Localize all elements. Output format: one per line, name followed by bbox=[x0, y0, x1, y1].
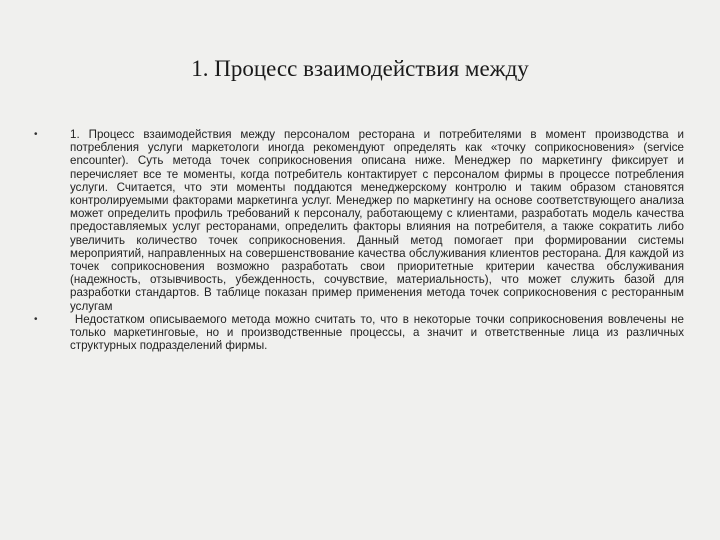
bullet-text: 1. Процесс взаимодействия между персоналом ресторана и потребителями в момент производства и потребления услуги маркетологи иногда рекомендуют определять как «точку соприкосновения» (service encounter). Суть метода точек соприкосновения описана ниже. Менеджер по маркетингу фиксирует и перечисляет все те моменты, когда потребитель контактирует с персоналом фирмы в процессе потребления услуги. Считается, что эти моменты поддаются менеджерскому контролю и таким образом становятся контролируемыми факторами маркетинга услуг. Менеджер по маркетингу на основе соответствующего анализа может определить профиль требований к персоналу, работающему с клиентами, разработать модель качества предоставляемых услуг ресторанами, определить факторы влияния на потребителя, а также сократить либо увеличить количество точек соприкосновения. Данный метод помогает при формировании системы мероприятий, направленных на совершенствование качества обслуживания клиентов ресторана. Для каждой из точек соприкосновения возможно разработать свои приоритетные критерии качества обслуживания (надежность, отзывчивость, убежденность, сочувствие, материальность), что может служить базой для разработки стандартов. В таблице показан пример применения метода точек соприкосновения с ресторанным услугам bbox=[70, 128, 688, 313]
bullet-text: Недостатком описываемого метода можно считать то, что в некоторые точки соприкосновения вовлечены не только маркетинговые, но и производственные процессы, а значит и ответственные лица из различных структурных подразделений фирмы. bbox=[70, 312, 688, 353]
bullet-item-2 bbox=[34, 312, 688, 353]
bullet-icon: • bbox=[34, 313, 38, 325]
bullet-icon: • bbox=[34, 129, 38, 140]
slide-title: 1. Процесс взаимодействия между bbox=[191, 56, 529, 81]
bullet-list bbox=[34, 128, 688, 353]
bullet-item-1 bbox=[34, 128, 688, 313]
